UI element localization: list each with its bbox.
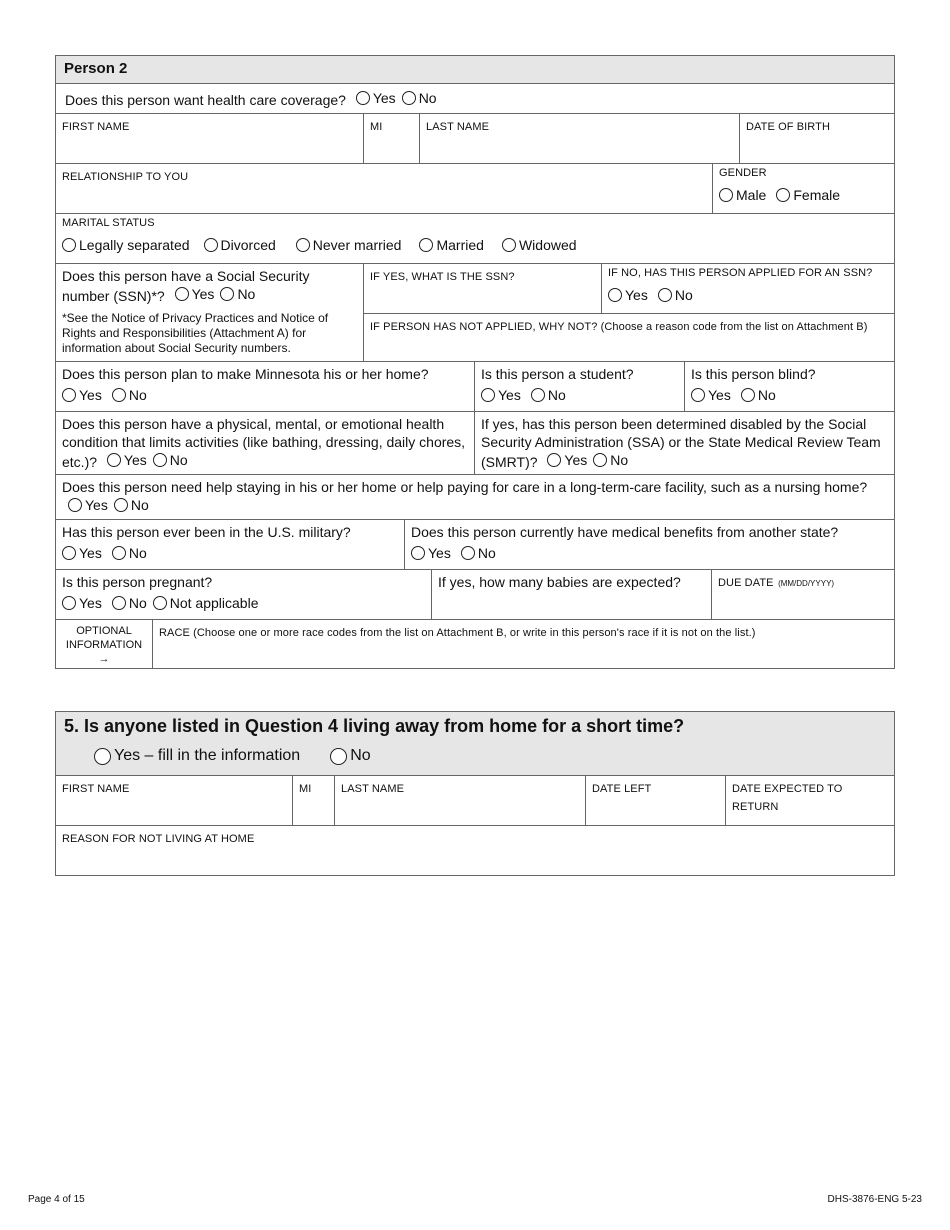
q5-name-row [56,776,894,826]
blind-yes-radio[interactable]: Yes [691,387,731,403]
marital-divorced-radio[interactable]: Divorced [204,237,276,253]
question-5-header [56,712,894,776]
marital-married-radio[interactable]: Married [419,237,483,253]
pregnant-yes-radio[interactable]: Yes [62,595,102,611]
q5-date-left-field[interactable]: DATE LEFT [586,776,726,825]
military-question: Has this person ever been in the U.S. military? [62,524,351,540]
ssn-note: *See the Notice of Privacy Practices and Notice of Rights and Responsibilities (Attachment A) for information about Social Security numbers. [62,311,329,355]
health-condition-row [56,412,894,475]
name-row [56,114,894,164]
ltc-row [56,475,894,520]
pregnant-not-applicable-radio[interactable]: Not applicable [153,595,259,611]
student-no-radio[interactable]: No [531,387,566,403]
military-yes-radio[interactable]: Yes [62,545,102,561]
last-name-field[interactable]: LAST NAME [420,114,740,163]
ssn-question: Does this person have a Social Security number (SSN)*? [62,268,310,304]
benefits-yes-radio[interactable]: Yes [411,545,451,561]
mi-field[interactable]: MI [364,114,420,163]
pregnancy-row [56,570,894,620]
marital-label: MARITAL STATUS [62,217,155,229]
disabled-question: If yes, has this person been determined disabled by the Social Security Administration (SSA) or the State Medical Review Team (SMRT)? [481,416,881,470]
form-id: DHS-3876-ENG 5-23 [827,1194,922,1205]
mn-home-no-radio[interactable]: No [112,387,147,403]
question-5-section [55,711,895,876]
due-date-field[interactable]: DUE DATE (MM/DD/YYYY) [718,577,835,589]
pregnant-no-radio[interactable]: No [112,595,147,611]
gender-field: GENDER Male Female [719,167,841,203]
q5-yes-radio[interactable]: Yes – fill in the information [94,747,300,765]
student-yes-radio[interactable]: Yes [481,387,521,403]
mn-home-question: Does this person plan to make Minnesota his or her home? [62,366,429,382]
gender-male-radio[interactable]: Male [719,187,766,203]
condition-no-radio[interactable]: No [153,451,188,469]
person-title: Person 2 [64,60,128,77]
benefits-question: Does this person currently have medical benefits from another state? [411,524,839,540]
coverage-no-radio[interactable]: No [402,89,437,107]
question-5-title: 5. Is anyone listed in Question 4 living away from home for a short time? [64,716,685,736]
coverage-row [56,84,894,114]
mn-home-yes-radio[interactable]: Yes [62,387,102,403]
relationship-row [56,164,894,214]
ssn-yes-radio[interactable]: Yes [175,285,215,303]
q5-last-name-field[interactable]: LAST NAME [335,776,586,825]
q5-mi-field[interactable]: MI [293,776,335,825]
military-no-radio[interactable]: No [112,545,147,561]
ltc-question: Does this person need help staying in his or her home or help paying for care in a long-term-care facility, such as a nursing home? [62,479,868,495]
ssn-not-applied-field[interactable]: IF PERSON HAS NOT APPLIED, WHY NOT? (Choose a reason code from the list on Attachment B) [370,321,868,333]
first-name-field[interactable]: FIRST NAME [56,114,364,163]
race-field[interactable]: RACE (Choose one or more race codes from the list on Attachment B, or write in this person's race if it is not on the list.) [159,627,756,639]
condition-yes-radio[interactable]: Yes [107,451,147,469]
q5-no-radio[interactable]: No [330,747,370,765]
ssn-no-radio[interactable]: No [220,285,255,303]
q5-reason-row [56,826,894,875]
military-row [56,520,894,570]
coverage-question: Does this person want health care coverage? [65,92,346,108]
gender-female-radio[interactable]: Female [776,187,840,203]
ssn-number-field[interactable]: IF YES, WHAT IS THE SSN? [364,264,602,313]
coverage-yes-radio[interactable]: Yes [356,89,396,107]
residency-row [56,362,894,412]
ltc-no-radio[interactable]: No [114,496,149,514]
disabled-yes-radio[interactable]: Yes [547,451,587,469]
student-question: Is this person a student? [481,366,634,382]
q5-first-name-field[interactable]: FIRST NAME [56,776,293,825]
marital-widowed-radio[interactable]: Widowed [502,237,577,253]
relationship-field[interactable]: RELATIONSHIP TO YOU [56,164,713,213]
marital-legally-separated-radio[interactable]: Legally separated [62,237,190,253]
blind-question: Is this person blind? [691,366,816,382]
babies-field[interactable]: If yes, how many babies are expected? [432,570,712,619]
dob-field[interactable]: DATE OF BIRTH [746,121,831,133]
marital-row [56,214,894,264]
applied-ssn-yes-radio[interactable]: Yes [608,287,648,303]
pregnant-question: Is this person pregnant? [62,574,213,590]
optional-info-label: OPTIONAL INFORMATION → [56,620,153,668]
condition-question: Does this person have a physical, mental, or emotional health condition that limits activities (like bathing, dressing, daily chores, etc.)? [62,416,466,470]
q5-reason-field[interactable]: REASON FOR NOT LIVING AT HOME [62,833,255,845]
page-number: Page 4 of 15 [28,1194,85,1205]
blind-no-radio[interactable]: No [741,387,776,403]
person-2-section [55,55,895,669]
disabled-no-radio[interactable]: No [593,451,628,469]
ltc-yes-radio[interactable]: Yes [68,496,108,514]
applied-ssn-no-radio[interactable]: No [658,287,693,303]
race-row [56,620,894,668]
marital-never-married-radio[interactable]: Never married [296,237,402,253]
ssn-row: Does this person have a Social Security number (SSN)*? Yes No *See the Notice of Privacy Practices and Notice of Rights and Responsibilities (Attachment A) for information about Social Security numbers. IF YES, WHAT IS THE SSN? IF NO, HAS THIS PERSON APPLIED FOR AN SSN? Yes No IF PERSON HAS NOT APPLIED, WHY NOT? (Choose a reason code from the list on Attachment B) [56,264,894,362]
section-header [56,56,894,84]
benefits-no-radio[interactable]: No [461,545,496,561]
q5-date-return-field[interactable]: DATE EXPECTED TO RETURN [732,783,843,813]
